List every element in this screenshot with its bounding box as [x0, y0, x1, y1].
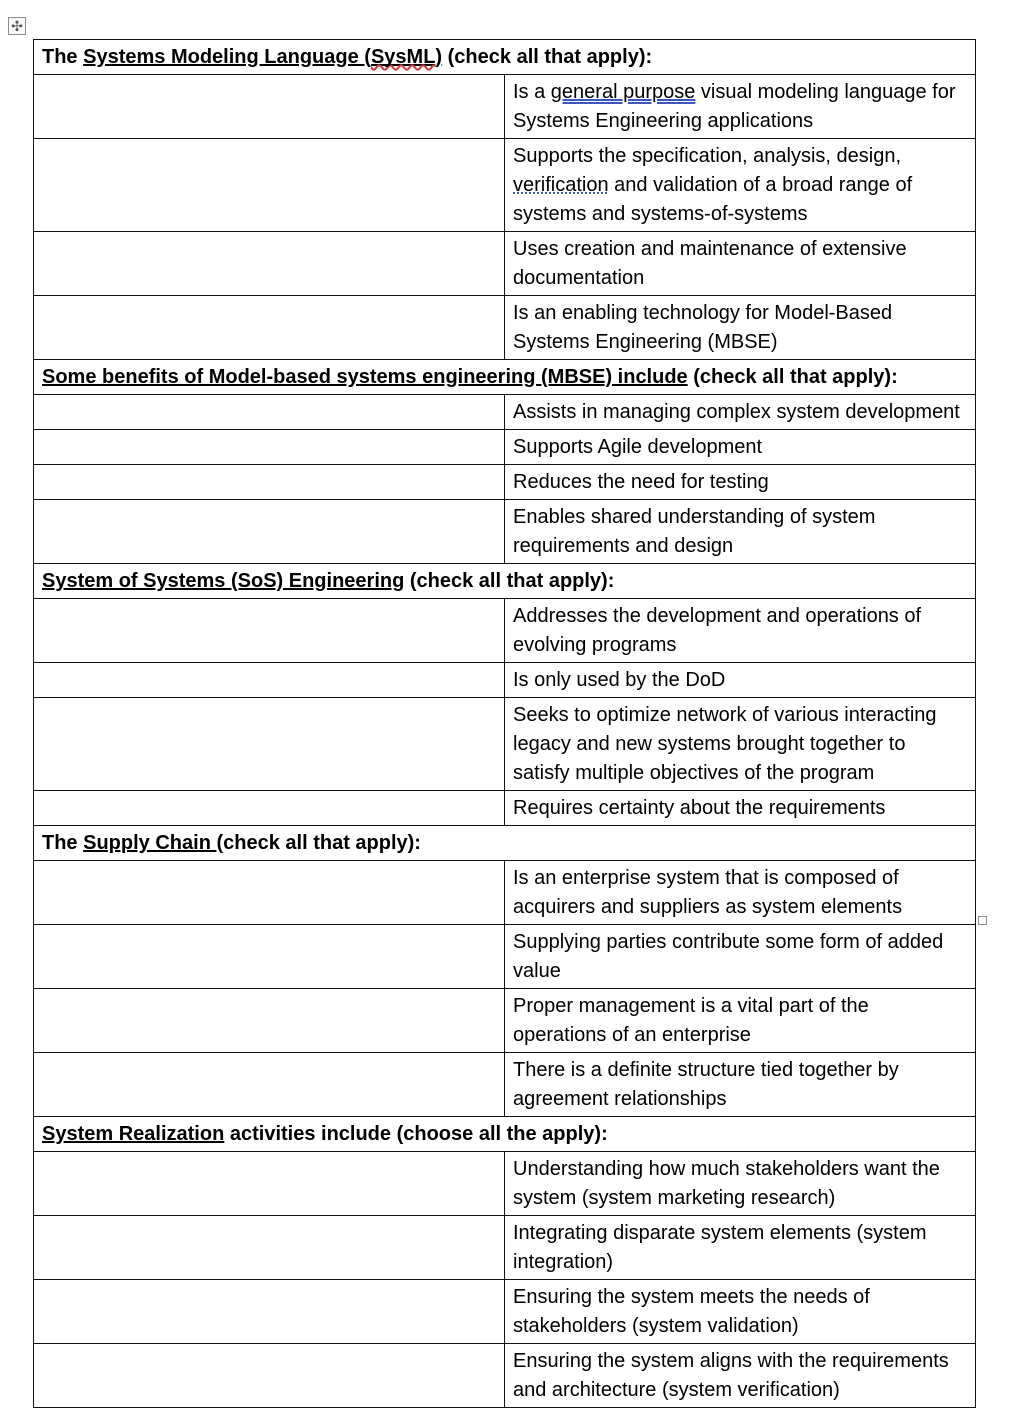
question-row [34, 1280, 976, 1344]
checkbox-cell[interactable] [34, 465, 505, 500]
question-row [34, 75, 976, 139]
question-row [34, 500, 976, 564]
option-text: Reduces the need for testing [505, 465, 976, 500]
question-row [34, 296, 976, 360]
option-text: Ensuring the system meets the needs of stakeholders (system validation) [505, 1280, 976, 1344]
checkbox-cell[interactable] [34, 791, 505, 826]
option-text: Uses creation and maintenance of extensive documentation [505, 232, 976, 296]
checkbox-cell[interactable] [34, 599, 505, 663]
option-text: Addresses the development and operations of evolving programs [505, 599, 976, 663]
checkbox-cell[interactable] [34, 75, 505, 139]
section-header-mbse-benefits [34, 360, 976, 395]
checkbox-cell[interactable] [34, 500, 505, 564]
checkbox-cell[interactable] [34, 1152, 505, 1216]
table-move-handle-icon[interactable]: ✣ [8, 17, 26, 35]
section-header-cell: The Supply Chain (check all that apply): [34, 826, 976, 861]
table-resize-handle[interactable] [978, 916, 987, 925]
option-text: Is a general purpose visual modeling language for Systems Engineering applications [505, 75, 976, 139]
option-text: Supports Agile development [505, 430, 976, 465]
section-header-cell: System Realization activities include (choose all the apply): [34, 1117, 976, 1152]
section-header-supply-chain [34, 826, 976, 861]
checkbox-cell[interactable] [34, 925, 505, 989]
checkbox-cell[interactable] [34, 232, 505, 296]
checkbox-cell[interactable] [34, 1280, 505, 1344]
section-header-cell: Some benefits of Model-based systems engineering (MBSE) include (check all that apply): [34, 360, 976, 395]
question-row [34, 663, 976, 698]
checkbox-cell[interactable] [34, 296, 505, 360]
question-row [34, 1053, 976, 1117]
question-row [34, 465, 976, 500]
option-text: Supplying parties contribute some form of added value [505, 925, 976, 989]
option-text: Understanding how much stakeholders want the system (system marketing research) [505, 1152, 976, 1216]
option-text: Enables shared understanding of system requirements and design [505, 500, 976, 564]
option-text: Is an enterprise system that is composed of acquirers and suppliers as system elements [505, 861, 976, 925]
option-text: Proper management is a vital part of the operations of an enterprise [505, 989, 976, 1053]
option-text: Supports the specification, analysis, design, verification and validation of a broad range of systems and systems-of-systems [505, 139, 976, 232]
section-header-system-realization [34, 1117, 976, 1152]
question-row [34, 599, 976, 663]
question-row [34, 395, 976, 430]
checkbox-cell[interactable] [34, 430, 505, 465]
question-row [34, 791, 976, 826]
quiz-table [33, 39, 976, 1408]
checkbox-cell[interactable] [34, 1053, 505, 1117]
question-row [34, 1344, 976, 1408]
question-row [34, 1216, 976, 1280]
checkbox-cell[interactable] [34, 698, 505, 791]
checkbox-cell[interactable] [34, 1344, 505, 1408]
section-header-cell: The Systems Modeling Language (SysML) (check all that apply): [34, 40, 976, 75]
option-text: Requires certainty about the requirements [505, 791, 976, 826]
option-text: Seeks to optimize network of various interacting legacy and new systems brought together to satisfy multiple objectives of the program [505, 698, 976, 791]
section-header-cell: System of Systems (SoS) Engineering (check all that apply): [34, 564, 976, 599]
question-row [34, 989, 976, 1053]
checkbox-cell[interactable] [34, 139, 505, 232]
section-header-sos [34, 564, 976, 599]
option-text: Integrating disparate system elements (system integration) [505, 1216, 976, 1280]
question-row [34, 698, 976, 791]
option-text: Assists in managing complex system development [505, 395, 976, 430]
option-text: Ensuring the system aligns with the requirements and architecture (system verification) [505, 1344, 976, 1408]
question-row [34, 861, 976, 925]
section-header-sysml [34, 40, 976, 75]
option-text: Is only used by the DoD [505, 663, 976, 698]
checkbox-cell[interactable] [34, 861, 505, 925]
option-text: There is a definite structure tied together by agreement relationships [505, 1053, 976, 1117]
checkbox-cell[interactable] [34, 663, 505, 698]
checkbox-cell[interactable] [34, 989, 505, 1053]
question-row [34, 232, 976, 296]
checkbox-cell[interactable] [34, 1216, 505, 1280]
checkbox-cell[interactable] [34, 395, 505, 430]
question-row [34, 925, 976, 989]
option-text: Is an enabling technology for Model-Based Systems Engineering (MBSE) [505, 296, 976, 360]
question-row [34, 430, 976, 465]
question-row [34, 1152, 976, 1216]
question-row [34, 139, 976, 232]
